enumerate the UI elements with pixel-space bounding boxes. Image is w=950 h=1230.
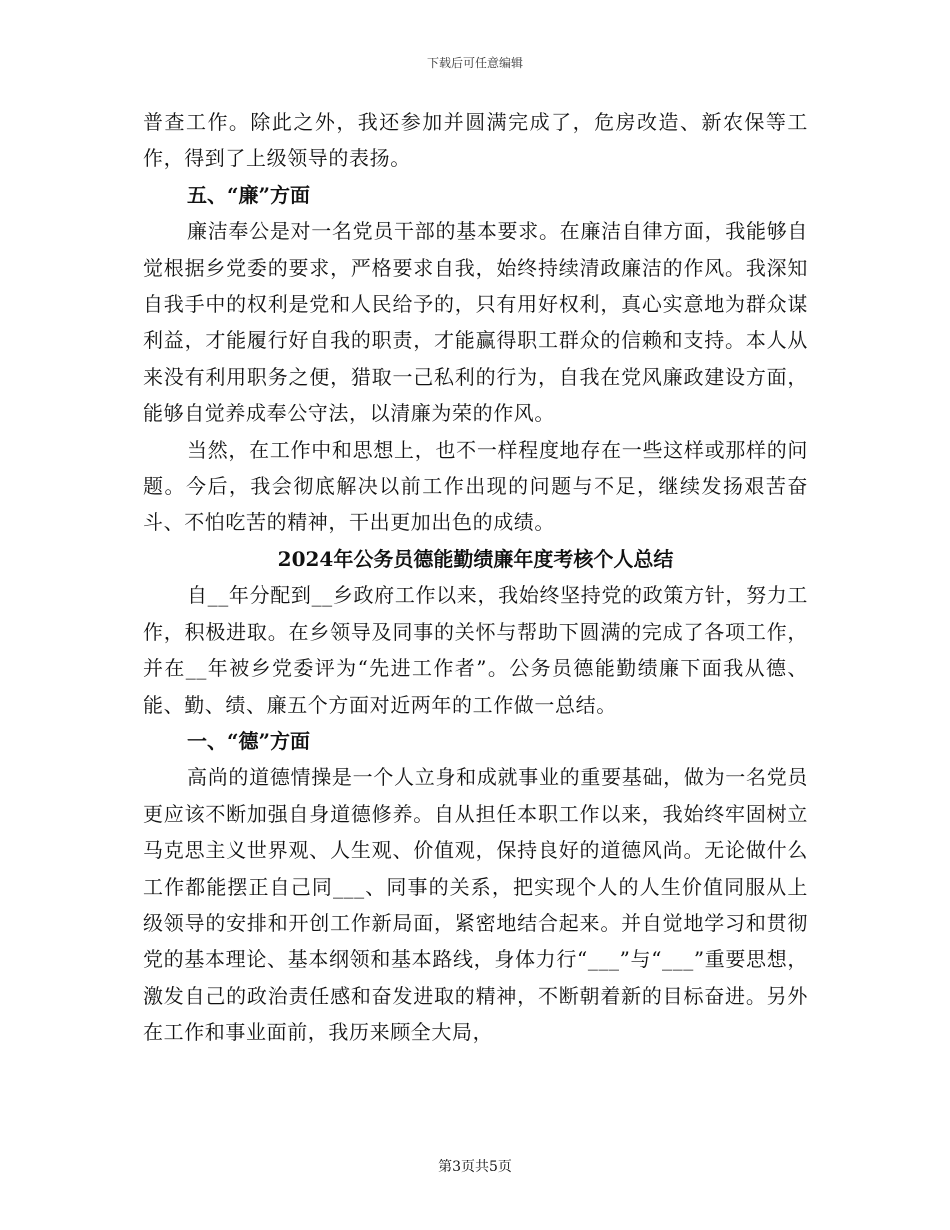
page-number-footer: 第3页共5页 — [438, 1159, 512, 1175]
section-heading-de: 一、“德”方面 — [187, 728, 311, 753]
paragraph-de: 高尚的道德情操是一个人立身和成就事业的重要基础，做为一名党员更应该不断加强自身道德修养。自从担任本职工作以来，我始终牢固树立马克思主义世界观、人生观、价值观，保持良好的道德风尚。无论做什么工作都能摆正自己同___、同事的关系，把实现个人的人生价值同服从上级领导的安排和开创工作新局面，紧密地结合起来。并自觉地学习和贯彻党的基本理论、基本纲领和基本路线，身体力行“___”与“___”重要思想，激发自己的政治责任感和奋发进取的精神，不断朝着新的目标奋进。另外在工作和事业面前，我历来顾全大局， — [143, 765, 808, 1045]
section-heading-lian: 五、“廉”方面 — [187, 182, 311, 207]
paragraph-continuation: 普查工作。除此之外，我还参加并圆满完成了，危房改造、新农保等工作，得到了上级领导的表扬。 — [143, 110, 808, 171]
document-body — [143, 104, 808, 1051]
document-title: 2024年公务员德能勤绩廉年度考核个人总结 — [277, 546, 674, 571]
paragraph-intro: 自__年分配到__乡政府工作以来，我始终坚持党的政策方针，努力工作，积极进取。在乡领导及同事的关怀与帮助下圆满的完成了各项工作，并在__年被乡党委评为“先进工作者”。公务员德能勤绩廉下面我从德、能、勤、绩、廉五个方面对近两年的工作做一总结。 — [143, 583, 808, 717]
page-header-note: 下载后可任意编辑 — [426, 56, 523, 70]
paragraph-lian-1: 廉洁奉公是对一名党员干部的基本要求。在廉洁自律方面，我能够自觉根据乡党委的要求，严格要求自我，始终持续清政廉洁的作风。我深知自我手中的权利是党和人民给予的，只有用好权利，真心实意地为群众谋利益，才能履行好自我的职责，才能赢得职工群众的信赖和支持。本人从来没有利用职务之便，猎取一己私利的行为，自我在党风廉政建设方面，能够自觉养成奉公守法，以清廉为荣的作风。 — [143, 219, 808, 426]
paragraph-lian-2: 当然，在工作中和思想上，也不一样程度地存在一些这样或那样的问题。今后，我会彻底解决以前工作出现的问题与不足，继续发扬艰苦奋斗、不怕吃苦的精神，干出更加出色的成绩。 — [143, 437, 808, 535]
